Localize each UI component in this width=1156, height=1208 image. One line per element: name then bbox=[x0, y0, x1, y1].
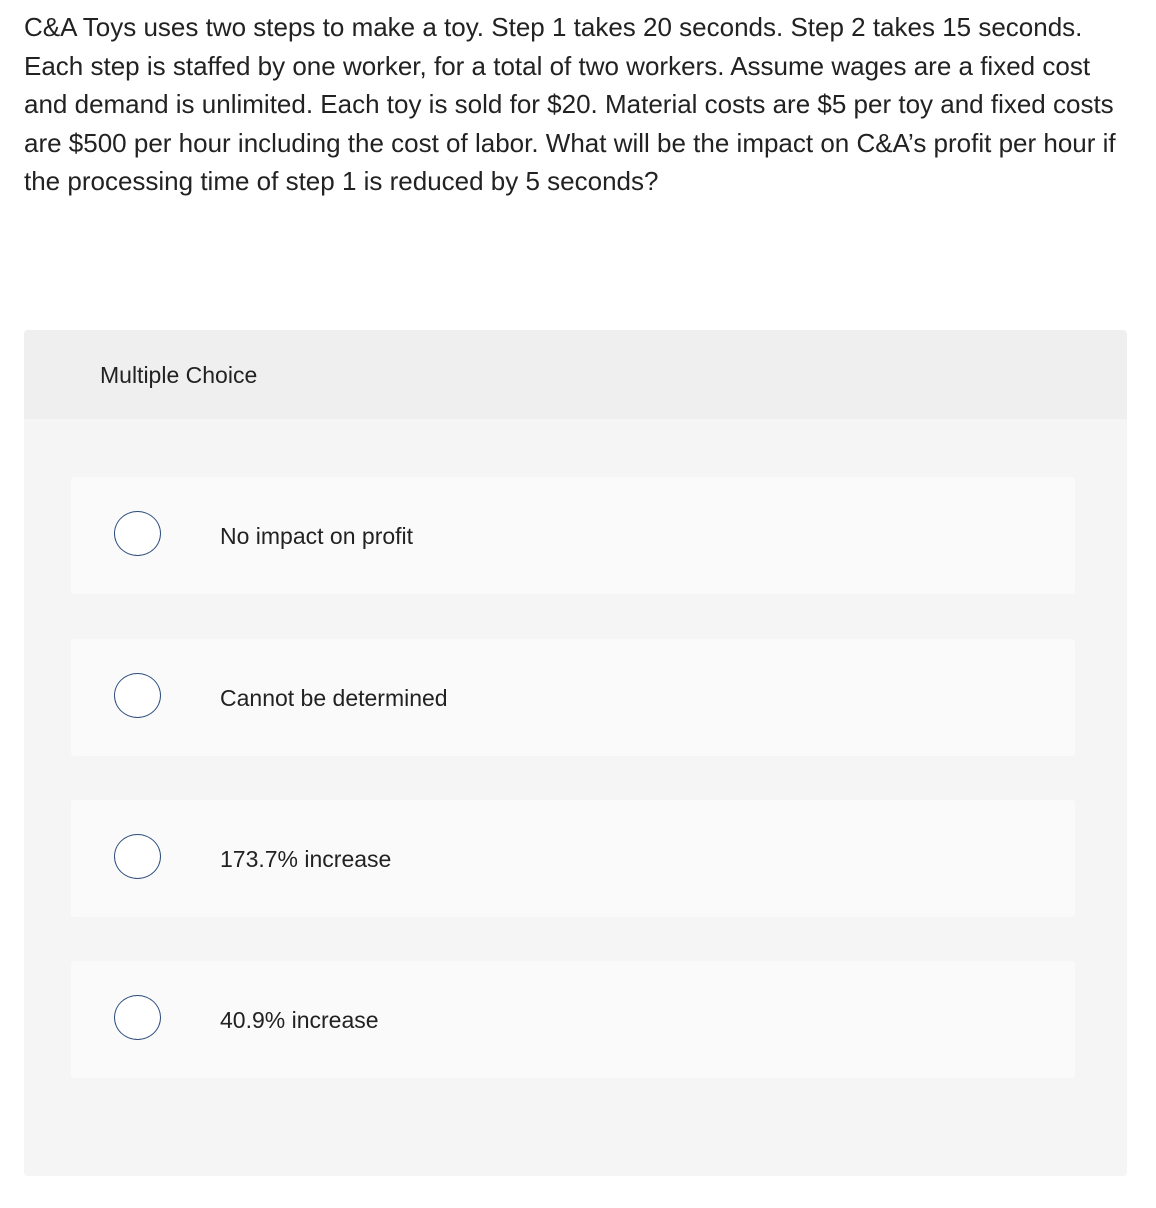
answer-option-173-7-increase[interactable] bbox=[71, 800, 1075, 917]
answer-option-40-9-increase[interactable] bbox=[71, 961, 1075, 1078]
multiple-choice-title: Multiple Choice bbox=[100, 362, 258, 388]
radio-button-icon[interactable] bbox=[114, 834, 161, 879]
answer-option-no-impact[interactable] bbox=[71, 477, 1075, 594]
multiple-choice-panel bbox=[24, 330, 1127, 1176]
question-text: C&A Toys uses two steps to make a toy. Step 1 takes 20 seconds. Step 2 takes 15 seconds. Each step is staffed by one worker, for a total of two workers. Assume wages are a fixed cost and demand is unlimited. Each toy is sold for $20. Material costs are $5 per toy and fixed costs are $500 per hour including the cost of labor. What will be the impact on C&A’s profit per hour if the processing time of step 1 is reduced by 5 seconds? bbox=[24, 12, 1116, 196]
answer-option-cannot-be-determined[interactable] bbox=[71, 639, 1075, 756]
answer-option-label: No impact on profit bbox=[220, 523, 414, 549]
answer-option-label: 40.9% increase bbox=[220, 1007, 379, 1033]
multiple-choice-header bbox=[24, 330, 1127, 419]
answer-option-label: Cannot be determined bbox=[220, 685, 448, 711]
radio-button-icon[interactable] bbox=[114, 995, 161, 1040]
answer-option-label: 173.7% increase bbox=[220, 846, 392, 872]
radio-button-icon[interactable] bbox=[114, 673, 161, 718]
radio-button-icon[interactable] bbox=[114, 511, 161, 556]
